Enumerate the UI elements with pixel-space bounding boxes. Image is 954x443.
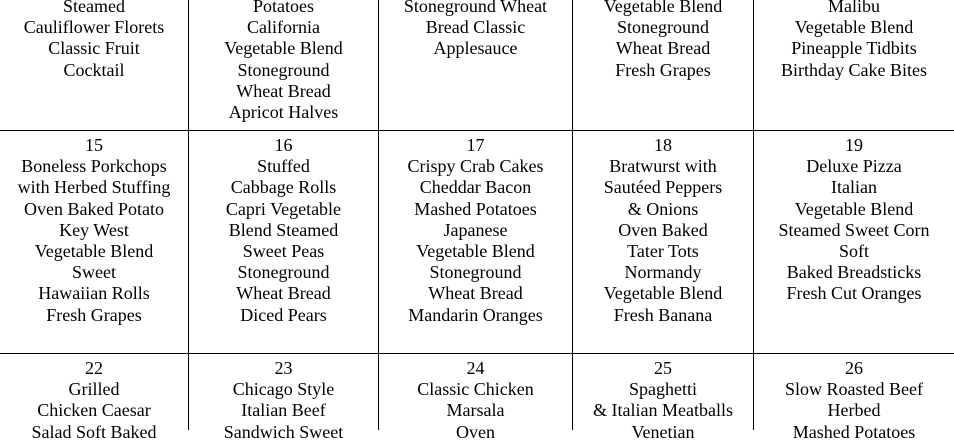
menu-item-line: Fresh Grapes xyxy=(46,304,142,325)
menu-item-line: Normandy xyxy=(624,262,702,283)
menu-item-line: Stoneground xyxy=(617,17,709,38)
menu-item-line: Stoneground xyxy=(237,262,330,283)
menu-item-line: Sandwich Sweet xyxy=(223,421,344,442)
menu-item-line: Mandarin Oranges xyxy=(408,304,543,325)
menu-item-line: Stoneground xyxy=(429,262,522,283)
menu-item-line: Apricot Halves xyxy=(228,102,339,123)
menu-item-line: Vegetable Blend xyxy=(794,198,914,219)
menu-item-line: Deluxe Pizza xyxy=(806,156,902,177)
menu-item-line: Vegetable Blend xyxy=(416,241,535,262)
menu-item-line: Diced Pears xyxy=(240,304,327,325)
menu-item-line: Fresh Banana xyxy=(613,304,713,325)
menu-item-line: Applesauce xyxy=(433,38,518,59)
row-divider xyxy=(0,130,954,131)
menu-item-line: Stoneground Wheat xyxy=(403,0,548,16)
menu-item-line: Japanese xyxy=(443,219,508,240)
menu-item-line: Cheddar Bacon xyxy=(419,177,532,198)
menu-item-line: Italian Beef xyxy=(241,400,326,421)
menu-item-line: Salad Soft Baked xyxy=(31,421,157,442)
menu-item-line: Tater Tots xyxy=(627,241,699,262)
menu-item-line: Vegetable Blend xyxy=(794,17,914,38)
menu-item-line: Bread Classic xyxy=(425,17,526,38)
menu-item-line: Oven Baked xyxy=(618,219,708,240)
menu-item-line: Venetian xyxy=(631,421,695,442)
menu-item-line: Wheat Bread xyxy=(236,283,331,304)
menu-item-line: Marsala xyxy=(446,400,505,421)
day-number: 17 xyxy=(466,135,485,155)
menu-item-line: Steamed xyxy=(63,0,125,16)
menu-item-line: Cabbage Rolls xyxy=(230,177,337,198)
menu-day-cell xyxy=(379,358,572,443)
menu-day-cell xyxy=(189,358,378,443)
menu-item-line: California xyxy=(247,17,320,38)
day-number: 15 xyxy=(85,135,103,155)
menu-item-line: Sweet Peas xyxy=(242,241,325,262)
menu-item-line: Cocktail xyxy=(63,59,125,80)
menu-item-line: Mashed Potatoes xyxy=(792,421,916,442)
menu-item-line: Italian xyxy=(831,177,877,198)
menu-day-cell xyxy=(379,135,572,326)
menu-item-line: Grilled xyxy=(68,379,120,400)
menu-item-line: Wheat Bread xyxy=(615,38,711,59)
menu-item-line: Vegetable Blend xyxy=(603,0,723,16)
menu-item-line: Vegetable Blend xyxy=(224,38,343,59)
menu-item-line: Baked Breadsticks xyxy=(786,262,922,283)
menu-day-cell xyxy=(573,135,753,326)
menu-item-line: Steamed Sweet Corn xyxy=(778,219,930,240)
row-divider xyxy=(0,353,954,354)
menu-item-line: Oven xyxy=(456,421,495,442)
menu-item-line: Slow Roasted Beef xyxy=(785,379,923,400)
menu-day-cell xyxy=(573,358,753,443)
day-number: 26 xyxy=(845,358,863,378)
menu-day-cell xyxy=(379,0,572,60)
menu-item-line: Crispy Crab Cakes xyxy=(407,156,544,177)
day-number: 22 xyxy=(85,358,103,378)
menu-item-line: Classic Chicken xyxy=(417,379,534,400)
menu-day-cell xyxy=(189,135,378,326)
menu-item-line: Oven Baked Potato xyxy=(24,198,164,219)
menu-item-line: Stuffed xyxy=(257,156,310,177)
menu-item-line: Sautéed Peppers xyxy=(603,177,723,198)
menu-day-cell xyxy=(0,358,188,443)
menu-day-cell xyxy=(754,0,954,81)
menu-item-line: Classic Fruit xyxy=(48,38,140,59)
menu-item-line: & Onions xyxy=(627,198,699,219)
day-number: 18 xyxy=(654,135,672,155)
menu-item-line: & Italian Meatballs xyxy=(593,400,733,421)
menu-day-cell xyxy=(0,135,188,326)
day-number: 25 xyxy=(654,358,672,378)
day-number: 24 xyxy=(466,358,485,378)
menu-item-line: Sweet xyxy=(72,262,116,283)
menu-item-line: Pineapple Tidbits xyxy=(791,38,917,59)
menu-item-line: Bratwurst with xyxy=(609,156,717,177)
day-number: 16 xyxy=(274,135,293,155)
menu-item-line: Birthday Cake Bites xyxy=(781,59,927,80)
menu-item-line: Herbed xyxy=(827,400,881,421)
menu-item-line: Potatoes xyxy=(253,0,314,16)
menu-item-line: Chicken Caesar xyxy=(37,400,151,421)
menu-item-line: Fresh Cut Oranges xyxy=(786,283,922,304)
menu-day-cell xyxy=(573,0,753,81)
day-number: 23 xyxy=(274,358,293,378)
menu-item-line: Stoneground xyxy=(237,59,330,80)
menu-item-line: Mashed Potatoes xyxy=(414,198,537,219)
menu-item-line: Hawaiian Rolls xyxy=(38,283,150,304)
menu-item-line: Wheat Bread xyxy=(236,80,331,101)
menu-day-cell xyxy=(754,358,954,443)
menu-item-line: Chicago Style xyxy=(232,379,335,400)
menu-item-line: Spaghetti xyxy=(629,379,697,400)
menu-item-line: Vegetable Blend xyxy=(34,241,154,262)
menu-item-line: Fresh Grapes xyxy=(615,59,711,80)
menu-item-line: Soft xyxy=(838,241,869,262)
menu-item-line: Wheat Bread xyxy=(428,283,523,304)
menu-item-line: Key West xyxy=(59,219,129,240)
menu-item-line: Cauliflower Florets xyxy=(23,17,165,38)
day-number: 19 xyxy=(845,135,863,155)
menu-item-line: Capri Vegetable xyxy=(225,198,342,219)
menu-item-line: Blend Steamed xyxy=(228,219,339,240)
menu-day-cell xyxy=(189,0,378,123)
menu-item-line: Vegetable Blend xyxy=(603,283,723,304)
menu-day-cell xyxy=(0,0,188,81)
menu-item-line: Malibu xyxy=(828,0,880,16)
menu-day-cell xyxy=(754,135,954,305)
menu-item-line: Boneless Porkchops xyxy=(21,156,167,177)
menu-item-line: with Herbed Stuffing xyxy=(17,177,171,198)
